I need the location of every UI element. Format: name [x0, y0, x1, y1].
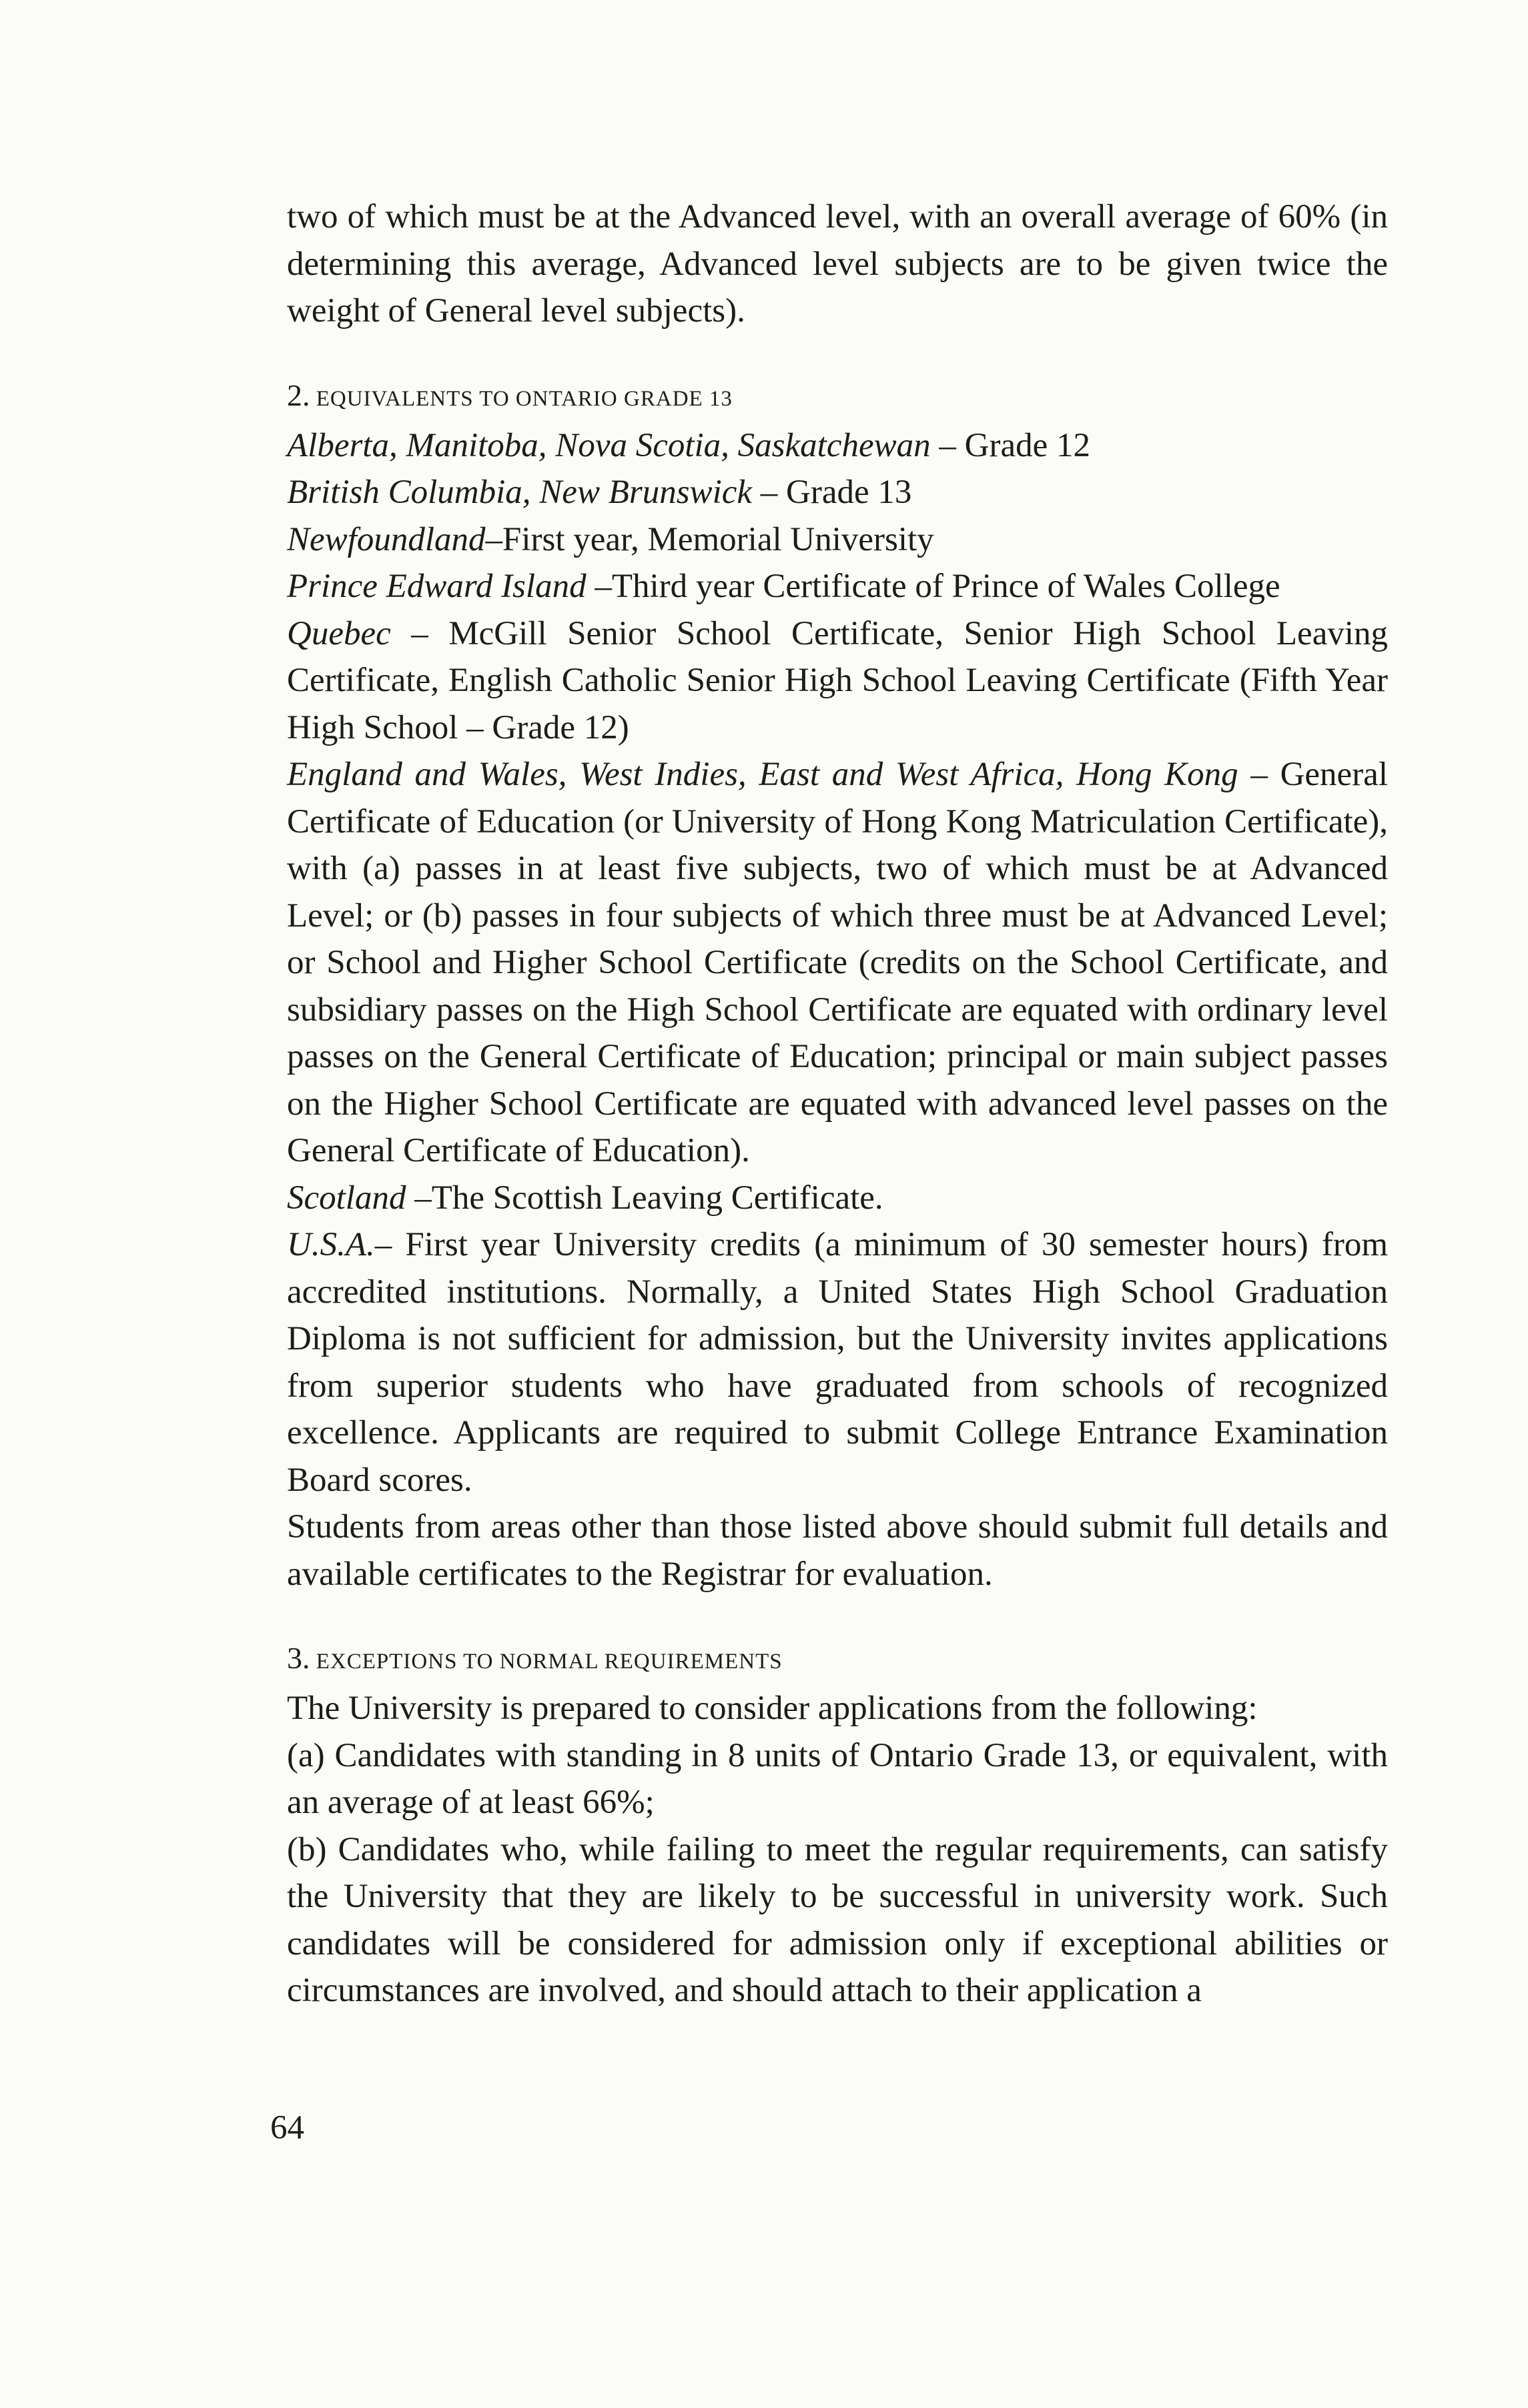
equivalent-entry: [287, 751, 1388, 1175]
entry-separator: –: [406, 1179, 432, 1217]
page-number: 64: [270, 2109, 304, 2147]
entry-separator: –: [485, 520, 503, 558]
exception-item: (b) Candidates who, while failing to meet the regular requirements, can satisfy the University that they are likely to be successful in university work. Such candidates will be considered for admission only if exceptional abilities or circumstances are involved, and should attach to their application a: [287, 1830, 1388, 2009]
entry-text: McGill Senior School Certificate, Senior High School Leaving Certificate, English Catholic Senior High School Leaving Certificate (Fifth Year High School – Grade 12): [287, 614, 1389, 746]
entry-text: The Scottish Leaving Certificate.: [431, 1179, 883, 1217]
page-body: [287, 193, 1388, 2014]
entry-separator: –: [1238, 756, 1280, 793]
entry-region: Alberta, Manitoba, Nova Scotia, Saskatchewan: [287, 426, 931, 464]
entry-text: First year University credits (a minimum of 30 semester hours) from accredited institutions. Normally, a United States High School Graduation Diploma is not sufficient for admission, but the University invites applications from superior students who have graduated from schools of recognized excellence. Applicants are required to submit College Entrance Examination Board scores.: [287, 1226, 1389, 1499]
section-3-intro: The University is prepared to consider applications from the following:: [287, 1690, 1258, 1727]
entry-separator: –: [374, 1226, 406, 1263]
equivalent-entry: [287, 563, 1388, 610]
section-3-number: 3.: [287, 1641, 310, 1675]
section-2-number: 2.: [287, 378, 310, 412]
equivalent-entry: [287, 469, 1388, 516]
entry-separator: –: [752, 474, 787, 511]
entry-region: Quebec: [287, 614, 391, 652]
section-3-title: EXCEPTIONS TO NORMAL REQUIREMENTS: [316, 1650, 783, 1674]
section-2-closing: Students from areas other than those listed above should submit full details and available certificates to the Registrar for evaluation.: [287, 1508, 1388, 1593]
entry-region: Scotland: [287, 1179, 406, 1217]
entry-separator: –: [390, 614, 449, 652]
section-2-title: EQUIVALENTS TO ONTARIO GRADE 13: [316, 386, 733, 411]
exception-item: (a) Candidates with standing in 8 units of Ontario Grade 13, or equivalent, with an average of at least 66%;: [287, 1736, 1388, 1821]
entry-text: Grade 12: [964, 426, 1090, 464]
equivalent-entry: [287, 516, 1388, 564]
equivalent-entry: [287, 422, 1388, 470]
entry-separator: –: [930, 426, 965, 464]
intro-paragraph: two of which must be at the Advanced level, with an overall average of 60% (in determining this average, Advanced level subjects are to be given twice the weight of General level subjects).: [287, 198, 1388, 330]
equivalents-list: [287, 422, 1388, 1504]
entry-region: British Columbia, New Brunswick: [287, 474, 753, 511]
entry-region: Newfoundland: [287, 520, 486, 558]
equivalent-entry: [287, 1175, 1388, 1222]
entry-text: Third year Certificate of Prince of Wales College: [611, 568, 1280, 605]
entry-region: U.S.A.: [287, 1226, 375, 1263]
entry-region: England and Wales, West Indies, East and West Africa, Hong Kong: [287, 756, 1238, 793]
section-3-heading: [287, 1635, 1388, 1685]
entry-region: Prince Edward Island: [287, 568, 587, 605]
equivalent-entry: [287, 610, 1388, 752]
section-2-heading: [287, 372, 1388, 422]
equivalent-entry: [287, 1221, 1388, 1503]
entry-text: First year, Memorial University: [502, 520, 934, 558]
entry-text: General Certificate of Education (or University of Hong Kong Matriculation Certificate), with (a) passes in at least five subjects, two of which must be at Advanced Level; or (b) passes in four subjects of which three must be at Advanced Level; or School and Higher School Certificate (credits on the School Certificate, and subsidiary passes on the High School Certificate are equated with ordinary level passes on the General Certificate of Education; principal or main subject passes on the Higher School Certificate are equated with advanced level passes on the General Certificate of Education).: [287, 756, 1388, 1169]
entry-separator: –: [586, 568, 612, 605]
entry-text: Grade 13: [786, 474, 912, 511]
